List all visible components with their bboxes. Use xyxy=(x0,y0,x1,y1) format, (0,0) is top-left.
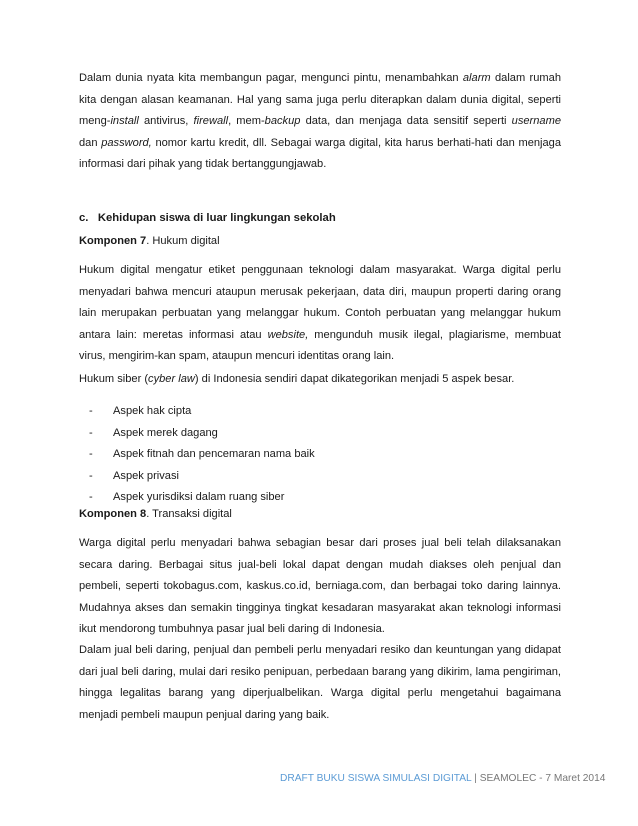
aspek-list-item xyxy=(89,487,315,509)
text-run: meng- xyxy=(79,115,111,128)
paragraph-hukum-siber xyxy=(79,369,561,391)
komponen-7-heading xyxy=(79,235,220,247)
text-line xyxy=(79,662,561,684)
text-run: menjadi pembeli maupun penjual daring yang baik. xyxy=(79,708,330,721)
text-run: pembeli, seperti tokobagus.com, kaskus.co.id, berniaga.com, dan berbagai toko daring lainnya. xyxy=(79,580,561,593)
text-run: Warga digital perlu menyadari bahwa sebagian besar dari proses jual beli telah dilaksanakan xyxy=(79,537,561,549)
text-run: alarm xyxy=(462,72,491,84)
aspek-list xyxy=(89,401,315,509)
text-run: ikut mendorong tumbuhnya pasar jual beli daring di Indonesia. xyxy=(79,623,385,636)
text-line xyxy=(79,154,561,176)
text-line xyxy=(79,90,561,112)
text-line xyxy=(79,619,561,641)
text-line xyxy=(79,705,561,727)
dash-bullet: - xyxy=(89,448,93,461)
text-run: dan xyxy=(79,136,102,149)
text-line xyxy=(79,640,561,662)
text-run: antara lain: meretas informasi atau xyxy=(79,328,268,341)
komponen-7-title: . Hukum digital xyxy=(146,235,220,247)
text-run: backup xyxy=(264,115,301,128)
text-run: password, xyxy=(101,136,152,149)
komponen-8-label: Komponen 8 xyxy=(79,508,147,520)
text-line xyxy=(79,598,561,620)
text-run: , mem- xyxy=(228,115,265,128)
text-run: Dalam dunia nyata kita membangun pagar, mengunci pintu, menambahkan xyxy=(79,72,463,84)
aspek-text: Aspek merek dagang xyxy=(113,426,218,439)
section-heading: c. Kehidupan siswa di luar lingkungan sekolah xyxy=(79,212,336,224)
aspek-text: Aspek privasi xyxy=(113,469,179,482)
paragraph-jual-beli-daring xyxy=(79,640,561,726)
footer-separator: | xyxy=(474,773,477,784)
text-run: website, xyxy=(267,328,309,341)
text-line xyxy=(79,533,561,555)
footer-title: DRAFT BUKU SISWA SIMULASI DIGITAL xyxy=(280,773,472,784)
text-run: dari jual beli daring, mulai dari resiko penipuan, perbedaan barang yang dikirim, lama pengiriman, xyxy=(79,665,561,678)
text-run: nomor kartu kredit, dll. Sebagai warga digital, kita harus berhati-hati dan menjaga xyxy=(151,136,562,149)
aspek-list-item xyxy=(89,401,315,423)
text-line xyxy=(79,346,561,368)
text-run: Hukum siber ( xyxy=(79,373,149,385)
text-run: menyadari bahwa mencuri ataupun merusak pekerjaan, data diri, maupun properti daring orang xyxy=(79,285,561,298)
paragraph-hukum-digital xyxy=(79,260,561,368)
aspek-text: Aspek yurisdiksi dalam ruang siber xyxy=(113,491,285,504)
text-run: informasi dari pihak yang tidak bertanggungjawab. xyxy=(79,158,327,171)
footer-org: SEAMOLEC - xyxy=(479,773,543,784)
aspek-text: Aspek hak cipta xyxy=(113,405,192,417)
paragraph-transaksi-digital xyxy=(79,533,561,641)
text-run: kita dengan alasan keamanan. Hal yang sama juga perlu diterapkan dalam dunia digital, seperti xyxy=(79,93,561,106)
text-line xyxy=(79,68,561,90)
text-line xyxy=(79,683,561,705)
komponen-8-heading xyxy=(79,508,232,520)
text-run: Hukum digital mengatur etiket penggunaan teknologi dalam masyarakat. Warga digital perlu xyxy=(79,264,561,276)
text-line xyxy=(79,133,561,155)
dash-bullet: - xyxy=(89,405,93,417)
text-run: install xyxy=(110,115,139,128)
text-run: virus, mengirim-kan spam, ataupun mencuri identitas orang lain. xyxy=(79,350,395,363)
dash-bullet: - xyxy=(89,491,93,504)
text-line xyxy=(79,369,561,391)
text-line xyxy=(79,303,561,325)
aspek-list-item xyxy=(89,466,315,488)
text-run: data, dan menjaga data sensitif seperti xyxy=(300,115,512,128)
paragraph-keamanan xyxy=(79,68,561,176)
aspek-list-item xyxy=(89,423,315,445)
text-run: firewall xyxy=(193,115,229,128)
text-run: username xyxy=(511,115,562,128)
dash-bullet: - xyxy=(89,426,93,439)
footer-date: 7 Maret 2014 xyxy=(545,773,606,784)
text-run: secara daring. Berbagai situs jual-beli lokal dapat dengan mudah diakses oleh penjual dan xyxy=(79,558,561,571)
text-line xyxy=(79,260,561,282)
komponen-7-label: Komponen 7 xyxy=(79,235,147,247)
komponen-8-title: . Transaksi digital xyxy=(146,508,232,520)
text-run: Mudahnya akses dan semakin tingginya tingkat kesadaran masyarakat akan teknologi informasi xyxy=(79,601,561,614)
page-footer xyxy=(280,773,605,784)
text-line xyxy=(79,111,561,133)
text-run: lain merupakan perbuatan yang melanggar hukum. Contoh perbuatan yang melanggar hukum xyxy=(79,307,561,320)
text-run: ) di Indonesia sendiri dapat dikategorikan menjadi 5 aspek besar. xyxy=(194,373,515,385)
text-run: antivirus, xyxy=(138,115,194,128)
aspek-list-item xyxy=(89,444,315,466)
text-run: Dalam jual beli daring, penjual dan pembeli perlu menyadari resiko dan keuntungan yang didapat xyxy=(79,644,561,656)
dash-bullet: - xyxy=(89,469,93,482)
text-run: dalam rumah xyxy=(490,72,561,84)
aspek-text: Aspek fitnah dan pencemaran nama baik xyxy=(113,448,315,461)
text-line xyxy=(79,325,561,347)
text-line xyxy=(79,282,561,304)
text-line xyxy=(79,555,561,577)
text-run: hingga legalitas barang yang diperjualbelikan. Warga digital perlu mengetahui bagaimana xyxy=(79,687,561,700)
text-line xyxy=(79,576,561,598)
text-run: cyber law xyxy=(148,373,195,385)
text-run: mengunduh musik ilegal, plagiarisme, membuat xyxy=(308,328,561,341)
